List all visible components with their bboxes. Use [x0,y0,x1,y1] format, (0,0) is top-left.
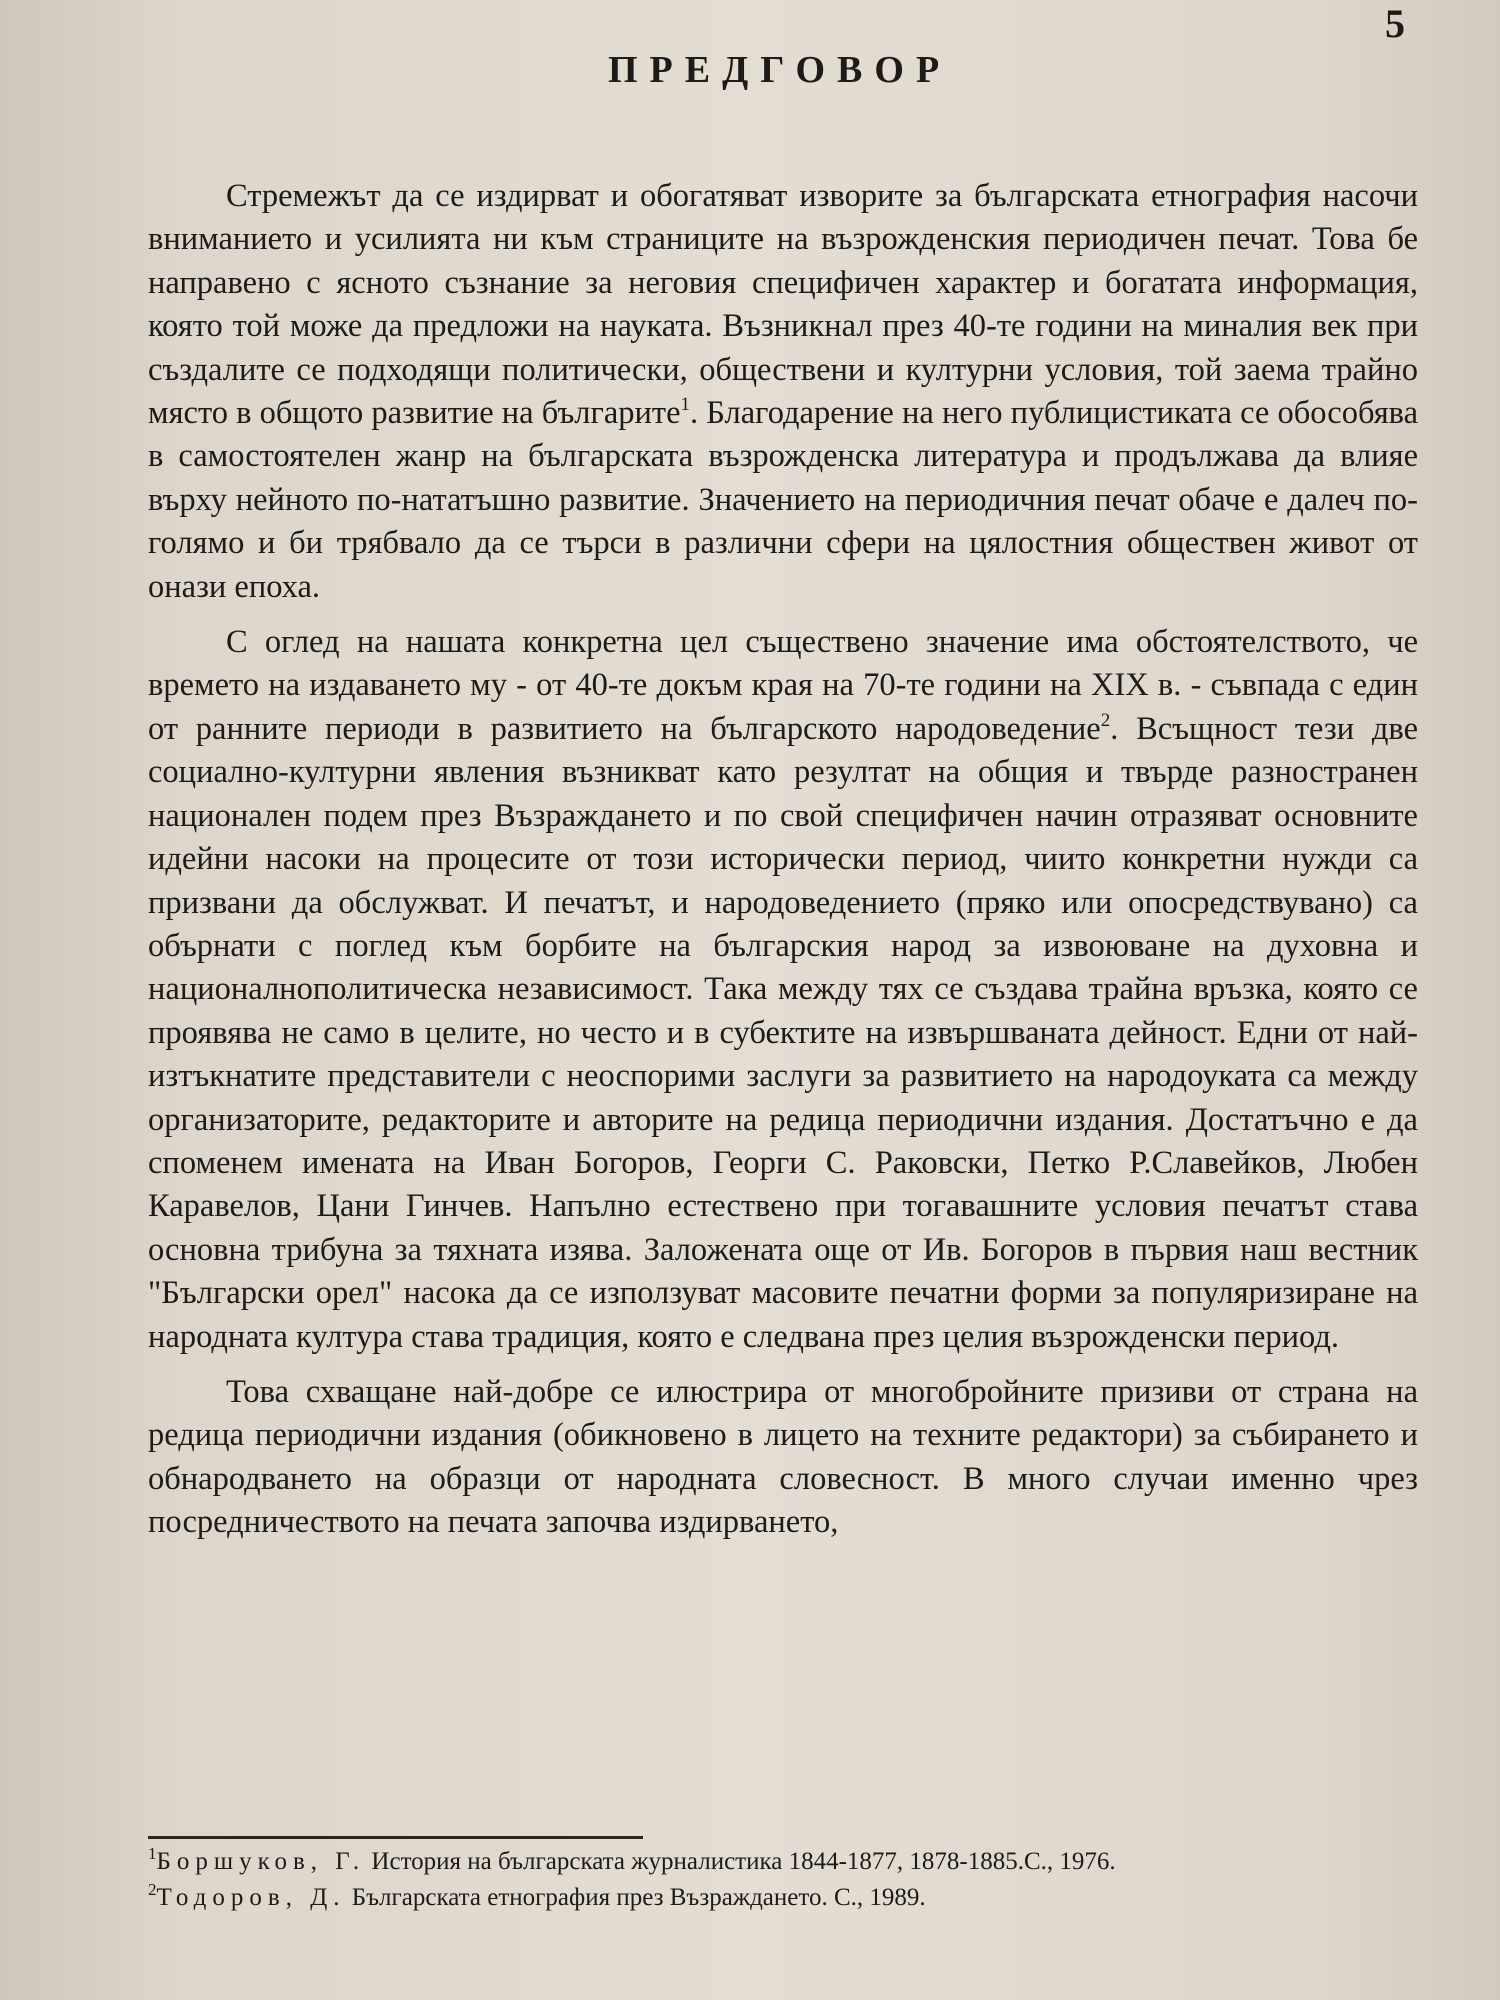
footnote-number: 2 [148,1880,157,1899]
footnote-reference: 2 [1100,709,1111,731]
footnote-reference: 1 [680,394,691,416]
paragraph-text-continued: . Всъщност тези две социално-културни явления възникват като резултат на общия и твърде разностранен национален подем през Възраждането и по свой специфичен начин отразяват основните идейни насоки на процесите от този исторически период, чиито конкретни нужди са призвани да обслужват. И печатът, и народоведението (пряко или опосредствувано) са обърнати с поглед към борбите на българския народ за извоюване на духовна и националнополитическа независимост. Така между тях се създава трайна връзка, която се проявява не само в целите, но често и в субектите на извършваната дейност. Едни от най-изтъкнатите представители с неоспорими заслуги за развитието на народоуката са между организаторите, редакторите и авторите на редица периодични издания. Достатъчно е да споменем имената на Иван Богоров, Георги С. Раковски, Петко Р.Славейков, Любен Каравелов, Цани Гинчев. Напълно естествено при тогавашните условия печатът става основна трибуна за тяхната изява. Заложената още от Ив. Богоров в първия наш вестник "Български орел" насока да се използуват масовите печатни форми за популяризиране на народната култура става традиция, която е следвана през целия възрожденски период. [148,710,1418,1355]
paragraph-1 [148,175,1418,609]
body-text [148,175,1418,1557]
footnote-text: Българската етнография през Възраждането. С., 1989. [351,1884,926,1911]
page-title: ПРЕДГОВОР [608,49,952,91]
paragraph-text: Това схващане най-добре се илюстрира от многобройните призиви от страна на редица периодични издания (обикновено в лицето на техните редактори) за събирането и обнародването на образци от народната словесност. В много случаи именно чрез посредничеството на печата започва издирването, [148,1373,1418,1541]
footnote-text: История на българската журналистика 1844-1877, 1878-1885.С., 1976. [371,1848,1116,1875]
footnote-1 [148,1844,1318,1880]
paragraph-2 [148,621,1418,1359]
paragraph-3 [148,1371,1418,1545]
footnote-author: Тодоров, Д. [156,1884,346,1911]
footnote-2 [148,1880,1318,1916]
paragraph-text: Стремежът да се издирват и обогатяват изворите за българската етнография насочи вниманието и усилията ни към страниците на възрожденския периодичен печат. Това бе направено с ясното съзнание за неговия специфичен характер и богатата информация, която той може да предложи на науката. Възникнал през 40-те години на миналия век при създалите се подходящи политически, обществени и културни условия, той заема трайно място в общото развитие на българите [148,178,1418,432]
footnote-number: 1 [148,1844,157,1863]
page-number: 5 [1385,1,1405,46]
paragraph-text-continued: . Благодарение на него публицистиката се обособява в самостоятелен жанр на българската възрожденска литература и продължава да влияе върху нейното по-нататъшно развитие. Значението на периодичния печат обаче е далеч по-голямо и би трябвало да се търси в различни сфери на цялостния обществен живот от онази епоха. [148,395,1418,605]
footnote-author: Боршуков, Г. [156,1848,366,1875]
footnote-divider [148,1836,643,1839]
footnotes [148,1844,1318,1916]
paragraph-text: С оглед на нашата конкретна цел съществено значение има обстоятелството, че времето на издаването му - от 40-те докъм края на 70-те години на XIX в. - съвпада с един от ранните периоди в развитието на българското народоведение [148,624,1418,747]
